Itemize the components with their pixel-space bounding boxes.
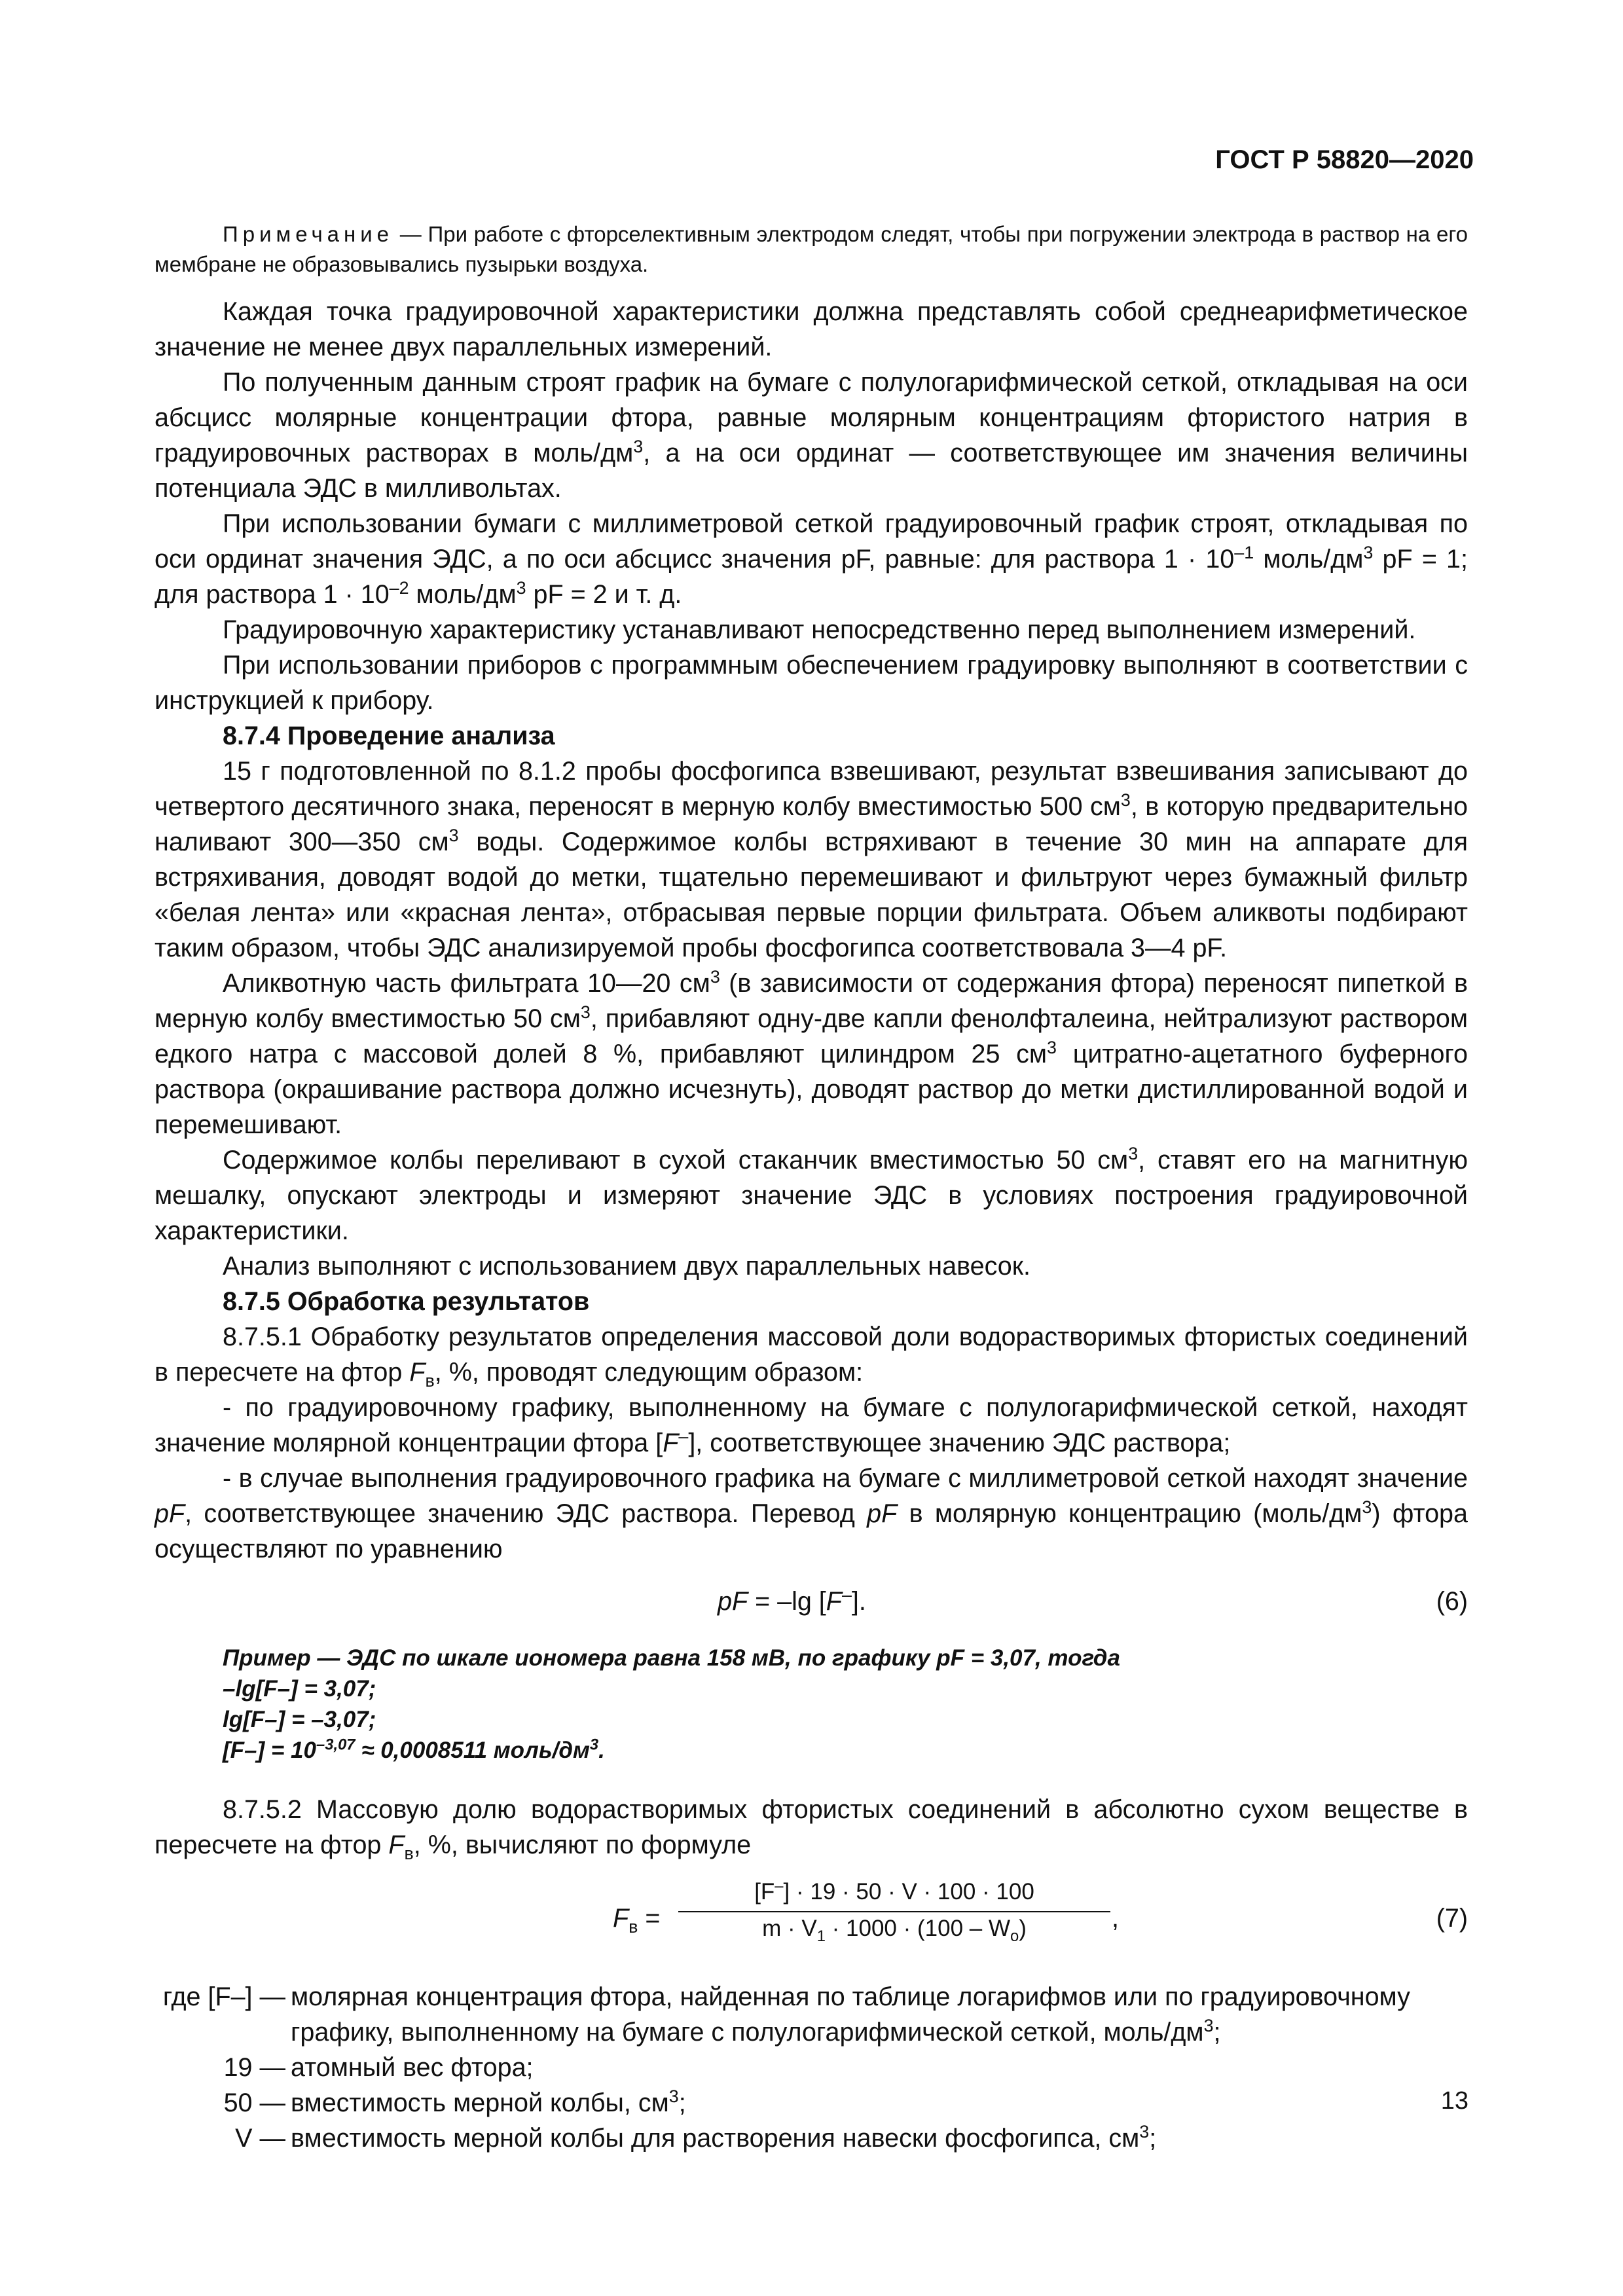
fraction-denominator: $m \cdot V_1 \cdot 1000 \cdot (100 - W_o)$ xyxy=(762,1916,1027,1945)
equation-7-lhs: $F_в$ = xyxy=(613,1904,661,1937)
section-heading-8-7-4: 8.7.4 Проведение анализа xyxy=(223,721,555,750)
paragraph: Градуировочную характеристику устанавливают непосредственно перед выполнением измерений. xyxy=(223,615,1416,644)
equation-6-number: (6) xyxy=(1436,1587,1468,1616)
equation-6-expression: pF = –lg [F–]. xyxy=(718,1584,866,1616)
example-line: $[F-] = 10^{-3,07} \approx 0,0008511$ моль/$дм^3$. xyxy=(223,1736,605,1763)
paragraph: Аликвотную часть фильтрата 10—20 $см^3$ (в зависимости от содержания фтора) переносят пипеткой в мерную колбу вместимостью 50 $см^3$, прибавляют одну-две капли фенолфталеина, нейтрализуют раствором едкого натра с массовой долей 8 %, прибавляют цилиндром 25 $см^3$ цитратно-ацетатного буферного раствора (окрашивание раствора должно исчезнуть), доводят раствор до метки дистиллированной водой и перемешивают. xyxy=(155,966,1468,1139)
definitions-list xyxy=(155,1979,1468,2156)
paragraph: Анализ выполняют с использованием двух параллельных навесок. xyxy=(223,1252,1030,1281)
paragraph: - в случае выполнения градуировочного графика на бумаге с миллиметровой сеткой находят значение pF, соответствующее значению ЭДС раствора. Перевод pF в молярную концентрацию $(моль/дм^3)$ фтора осуществляют по уравнению xyxy=(155,1464,1468,1563)
equation-7 xyxy=(155,1876,1468,1961)
paragraph: При использовании приборов с программным обеспечением градуировку выполняют в соответствии с инструкцией к прибору. xyxy=(155,651,1468,715)
paragraph: По полученным данным строят график на бумаге с полулогарифмической сеткой, откладывая на оси абсцисс молярные концентрации фтора, равные молярным концентрациям фтористого натрия в градуировочных растворах в моль/$дм^3$, а на оси ординат — соответствующее им значения величины потенциала ЭДС в милливольтах. xyxy=(155,368,1468,503)
definition-item: 19 — атомный вес фтора; xyxy=(223,2053,534,2082)
equation-7-fraction xyxy=(678,1876,1110,1945)
page-content xyxy=(155,219,1468,2156)
definition-item: 50 — вместимость мерной колбы, $см^3$; xyxy=(223,2086,686,2117)
definition-item: V — вместимость мерной колбы для растворения навески фосфогипса, $см^3$; xyxy=(235,2121,1157,2153)
note-text: — При работе с фторселективным электродом следят, чтобы при погружении электрода в раствор на его мембране не образовывались пузырьки воздуха. xyxy=(155,222,1468,276)
example-line: –lg[F–] = 3,07; xyxy=(223,1676,376,1702)
example-line: Пример — ЭДС по шкале иономера равна 158 мВ, по графику pF = 3,07, тогда xyxy=(223,1645,1120,1671)
equation-7-number: (7) xyxy=(1436,1904,1468,1933)
paragraph: 8.7.5.2 Массовую долю водорастворимых фтористых соединений в абсолютно сухом веществе в пересчете на фтор $F_в$, %, вычисляют по формуле xyxy=(155,1795,1468,1863)
paragraph: 15 г подготовленной по 8.1.2 пробы фосфогипса взвешивают, результат взвешивания записывают до четвертого десятичного знака, переносят в мерную колбу вместимостью 500 $см^3$, в которую предварительно наливают 300—350 $см^3$ воды. Содержимое колбы встряхивают в течение 30 мин на аппарате для встряхивания, доводят водой до метки, тщательно перемешивают и фильтруют через бумажный фильтр «белая лента» или «красная лента», отбрасывая первые порции фильтрата. Объем аликвоты подбирают таким образом, чтобы ЭДС анализируемой пробы фосфогипса соответствовала 3—4 pF. xyxy=(155,757,1468,962)
paragraph: Каждая точка градуировочной характеристики должна представлять собой среднеарифметическое значение не менее двух параллельных измерений. xyxy=(155,297,1468,361)
fraction-numerator: [F–] · 19 · 50 · V · 100 · 100 xyxy=(678,1876,1110,1912)
paragraph: 8.7.5.1 Обработку результатов определения массовой доли водорастворимых фтористых соединений в пересчете на фтор $F_в$, %, проводят следующим образом: xyxy=(155,1322,1468,1391)
note-label: Примечание xyxy=(223,222,394,246)
definition-item: где [F–] — молярная концентрация фтора, найденная по таблице логарифмов или по градуировочному графику, выполненному на бумаге с полулогарифмической сеткой, моль/$дм^3$; xyxy=(162,1982,1410,2047)
section-heading-8-7-5: 8.7.5 Обработка результатов xyxy=(223,1287,590,1316)
equation-6 xyxy=(155,1584,1468,1623)
paragraph: При использовании бумаги с миллиметровой сеткой градуировочный график строят, откладывая по оси ординат значения ЭДС, а по оси абсцисс значения pF, равные: для раствора $1 \cdot 10^{-1}$ моль/$дм^3$ pF = 1; для раствора $1 \cdot 10^{-2}$ моль/$дм^3$ pF = 2 и т. д. xyxy=(155,509,1468,609)
example-block xyxy=(223,1643,1468,1766)
example-line: lg[F–] = –3,07; xyxy=(223,1707,376,1732)
equation-7-comma: , xyxy=(1112,1904,1119,1933)
paragraph: - по градуировочному графику, выполненному на бумаге с полулогарифмической сеткой, находят значение молярной концентрации фтора [F–], соответствующее значению ЭДС раствора; xyxy=(155,1393,1468,1457)
standard-header: ГОСТ Р 58820—2020 xyxy=(1215,145,1474,174)
note-paragraph xyxy=(155,219,1468,280)
page-number: 13 xyxy=(1440,2087,1468,2115)
paragraph: Содержимое колбы переливают в сухой стаканчик вместимостью 50 $см^3$, ставят его на магнитную мешалку, опускают электроды и измеряют значение ЭДС в условиях построения градуировочной характеристики. xyxy=(155,1143,1468,1245)
